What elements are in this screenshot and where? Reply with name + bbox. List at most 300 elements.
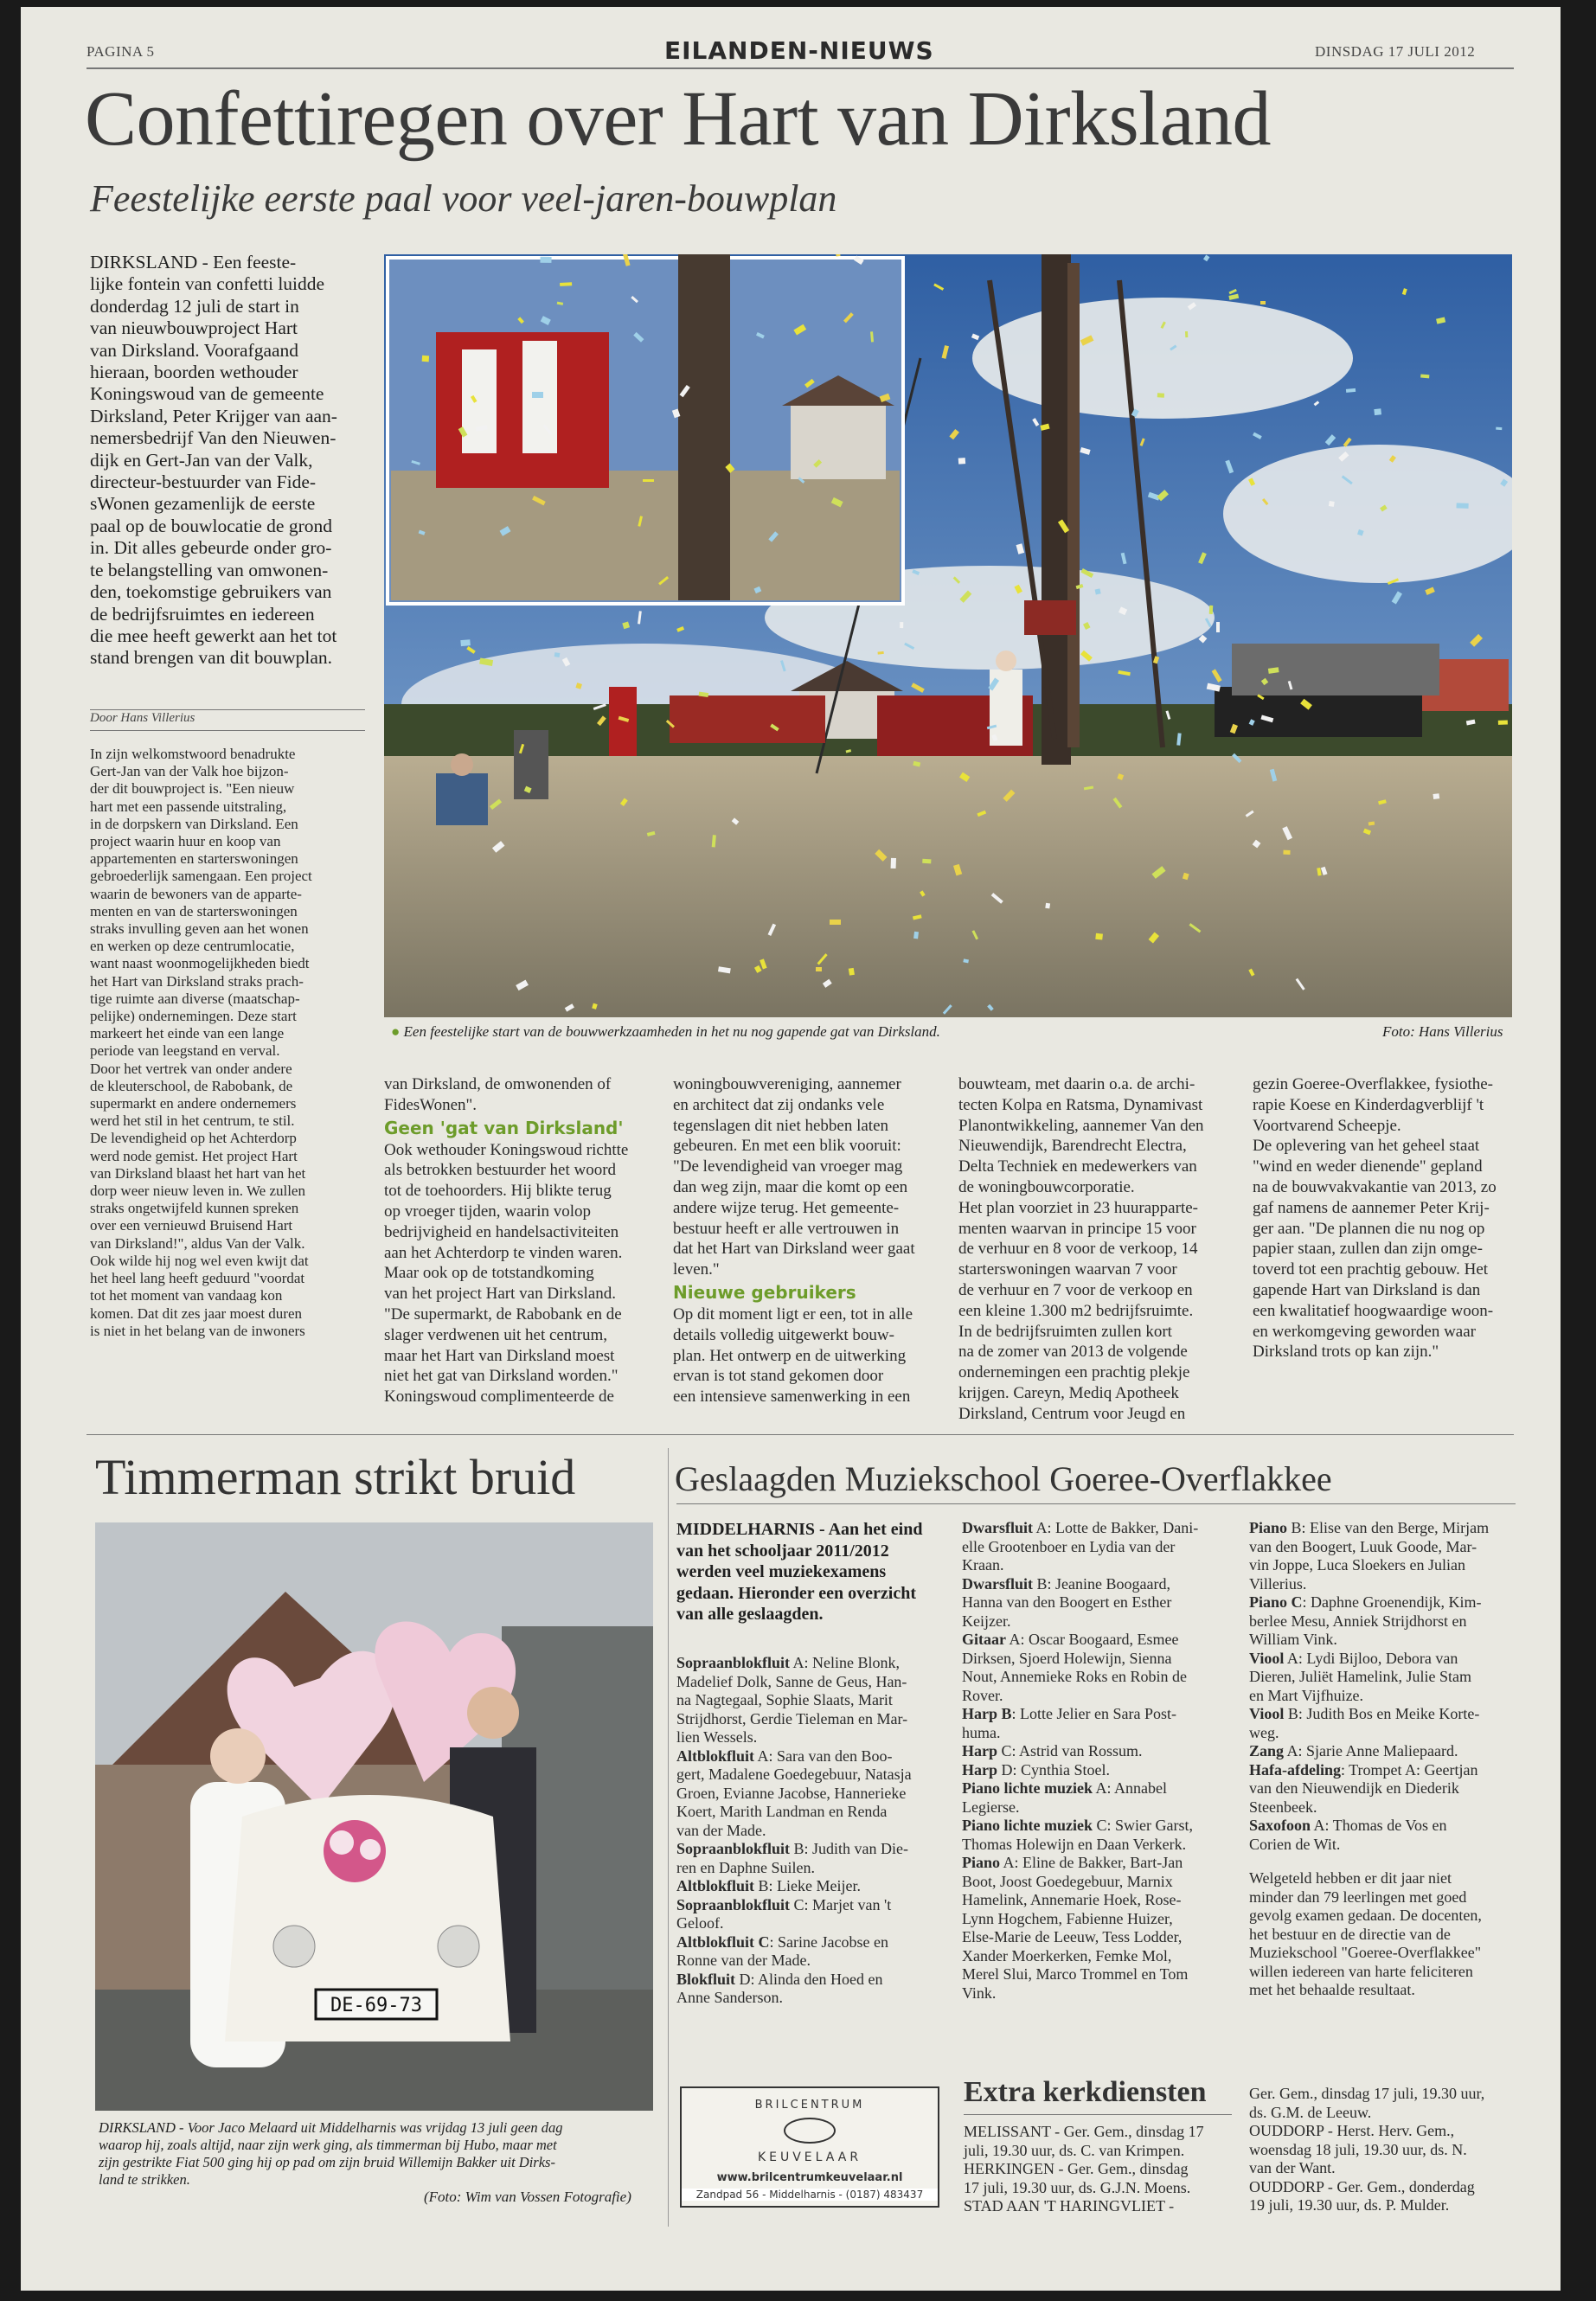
body-line: aan het Achterdorp te vinden waren. (384, 1243, 623, 1262)
body-line: werd het stil in het centrum, te stil. (90, 1112, 295, 1130)
confetti-piece (540, 257, 551, 263)
page-number: PAGINA 5 (87, 43, 155, 60)
result-line (962, 1631, 1247, 1650)
body-line: Delta Techniek en medewerkers van (958, 1157, 1197, 1176)
main-headline: Confettiregen over Hart van Dirksland (85, 76, 1272, 162)
body-line: van Dirksland blaast het hart van het (90, 1164, 306, 1182)
caption-bullet: ● (391, 1023, 404, 1040)
line-text: Madelief Dolk, Sanne de Geus, Han- (676, 1672, 907, 1690)
body-line: In zijn welkomstwoord benadrukte (90, 746, 296, 762)
section-divider (87, 1434, 1514, 1435)
result-line (676, 1654, 953, 1673)
byline-rule (90, 730, 365, 731)
result-line (676, 1710, 953, 1729)
confetti-piece (1209, 606, 1214, 614)
body-line: Ook wilde hij nog wel even kwijt dat (90, 1252, 309, 1269)
line-text: van den Boogert, Luuk Goode, Mar- (1249, 1537, 1477, 1555)
body-line: Koningswoud complimenteerde de (384, 1388, 614, 1407)
body-line: "wind en weder dienende" gepland (1253, 1157, 1483, 1176)
line-text: Keijzer. (962, 1612, 1011, 1630)
result-line (1249, 1724, 1517, 1743)
line-text: minder dan 79 leerlingen met goed (1249, 1888, 1467, 1906)
result-line (962, 1668, 1247, 1687)
result-line (1249, 1944, 1517, 1963)
result-line (962, 1705, 1247, 1724)
line-text: Legierse. (962, 1798, 1020, 1816)
result-line (676, 1691, 953, 1710)
confetti-piece (643, 479, 654, 482)
body-line: krijgen. Careyn, Mediq Apotheek (958, 1383, 1179, 1402)
line-text: Xander Moerkerken, Femke Mol, (962, 1946, 1172, 1965)
confetti-piece (1260, 301, 1266, 304)
body-line: tecten Kolpa en Ratsma, Dynamivast (958, 1095, 1203, 1114)
line-text: Nout, Annemieke Roks en Robin de (962, 1668, 1187, 1685)
line-text: gevolg examen gedaan. De docenten, (1249, 1907, 1482, 1924)
photo-credit: Foto: Hans Villerius (1382, 1023, 1503, 1040)
line-text: Thomas Holewijn en Daan Verkerk. (962, 1835, 1187, 1853)
service-line: MELISSANT - Ger. Gem., dinsdag 17 (964, 2123, 1204, 2140)
result-line (676, 1896, 953, 1915)
confetti-piece (1283, 850, 1290, 855)
instrument-label: Piano (1249, 1519, 1288, 1536)
confetti-piece (958, 458, 965, 465)
result-line (962, 1854, 1247, 1873)
instrument-label: Dwarsfluit (962, 1574, 1033, 1593)
result-line (1249, 1650, 1517, 1669)
line-text: Koert, Marith Landman en Renda (676, 1803, 888, 1820)
result-line (962, 1873, 1247, 1892)
instrument-label: Sopraanblokfluit (676, 1895, 791, 1913)
body-line: een intensieve samenwerking in een (673, 1388, 911, 1407)
body-line: want naast woonmogelijkheden biedt (90, 955, 310, 972)
result-line (962, 1798, 1247, 1817)
result-line (962, 1984, 1247, 2003)
instrument-label: Altblokfluit C (676, 1932, 770, 1951)
instrument-label: Dwarsfluit (962, 1519, 1033, 1536)
section-heading-gat: Geen 'gat van Dirksland' (384, 1117, 624, 1138)
result-line (1249, 1907, 1517, 1926)
line-text: weg. (1249, 1723, 1279, 1741)
caption-line: land te strikken. (99, 2171, 190, 2188)
service-line: HERKINGEN - Ger. Gem., dinsdag (964, 2160, 1189, 2177)
body-line: Ook wethouder Koningswoud richtte (384, 1140, 629, 1159)
result-line (676, 1803, 953, 1822)
body-line: "De supermarkt, de Rabobank en de (384, 1304, 622, 1324)
result-line (962, 1836, 1247, 1855)
lead-rule (90, 709, 365, 710)
body-line: werd node gemist. Het project Hart (90, 1147, 298, 1164)
line-text: ren en Daphne Suilen. (676, 1858, 815, 1876)
body-line: niet het gat van Dirksland worden." (384, 1367, 619, 1386)
line-text: Strijdhorst, Gerdie Tieleman en Mar- (676, 1709, 908, 1727)
wedding-credit: (Foto: Wim van Vossen Fotografie) (424, 2189, 631, 2205)
line-text: van der Made. (676, 1821, 766, 1839)
confetti-piece (422, 356, 429, 362)
masthead: EILANDEN-NIEUWS (664, 36, 934, 65)
result-line (1249, 1779, 1517, 1798)
instrument-label: Blokfluit (676, 1970, 736, 1988)
instrument-label: Altblokfluit (676, 1877, 755, 1894)
result-line (676, 1933, 953, 1952)
body-line: van het project Hart van Dirksland. (384, 1285, 617, 1304)
line-text: Welgeteld hebben er dit jaar niet (1249, 1869, 1452, 1887)
body-line: komen. Dat dit zes jaar moest duren (90, 1304, 303, 1322)
body-line: en werken op deze centrumlocatie, (90, 938, 295, 955)
body-line: menten waarvan in principe 15 voor (958, 1219, 1196, 1238)
confetti-piece (1457, 503, 1469, 508)
line-text: Hamelink, Annemarie Hoek, Rose- (962, 1891, 1182, 1908)
confetti-piece (554, 652, 561, 657)
body-line: dorp weer nieuw leven in. We zullen (90, 1183, 305, 1200)
service-line: OUDDORP - Ger. Gem., donderdag (1249, 2177, 1475, 2195)
lead-line: donderdag 12 juli de start in (90, 295, 299, 317)
line-text: : Trompet A: Geertjan (1341, 1760, 1478, 1779)
body-line: De oplevering van het geheel staat (1253, 1137, 1480, 1156)
lead-line: Dirksland, Peter Krijger van aan- (90, 405, 337, 426)
line-text: Vink. (962, 1984, 997, 2002)
line-text: Kraan. (962, 1556, 1004, 1574)
body-line: toverd tot een prachtig gebouw. Het (1253, 1260, 1489, 1279)
service-line: OUDDORP - Herst. Herv. Gem., (1249, 2122, 1455, 2139)
ad-brand-top: BRILCENTRUM (754, 2099, 865, 2112)
instrument-label: Gitaar (962, 1631, 1006, 1648)
article-lead (90, 252, 375, 670)
lead-line: van alle geslaagden. (676, 1605, 824, 1624)
line-text: : Daphne Groenendijk, Kim- (1302, 1593, 1482, 1611)
body-line: Door het vertrek van onder andere (90, 1060, 292, 1077)
body-line: van Dirksland!", aldus Van der Valk. (90, 1234, 305, 1252)
result-line (676, 1859, 953, 1878)
service-line: 19 juli, 19.30 uur, ds. P. Mulder. (1249, 2196, 1450, 2214)
confetti-piece (1433, 793, 1439, 799)
result-line (962, 1947, 1247, 1966)
body-line: Op dit moment ligt er een, tot in alle (673, 1304, 913, 1324)
body-line: gebroederlijk samengaan. Een project (90, 868, 312, 885)
body-line: waarin de bewoners van de apparte- (90, 885, 302, 902)
body-line: het heel lang heeft geduurd "voordat (90, 1270, 305, 1287)
line-text: B: Lieke Meijer. (754, 1877, 861, 1894)
line-text: van den Nieuwendijk en Diederik (1249, 1779, 1459, 1797)
body-line: rapie Koese en Kinderdagverblijf 't (1253, 1095, 1484, 1114)
line-text: Villerius. (1249, 1574, 1307, 1593)
result-line (1249, 1926, 1517, 1945)
body-line: gebeuren. En met een blik vooruit: (673, 1137, 901, 1156)
confetti-piece (922, 859, 931, 864)
instrument-label: Viool (1249, 1705, 1285, 1722)
line-text: Anne Sanderson. (676, 1989, 783, 2006)
article-column-5 (1253, 1074, 1521, 1362)
body-line: pelijke) ondernemingen. Deze start (90, 1008, 297, 1025)
line-text: A: Thomas de Vos en (1311, 1817, 1447, 1834)
article-column-1 (90, 746, 375, 1340)
result-line (676, 1971, 953, 1990)
result-line (676, 1822, 953, 1841)
service-line: ds. G.M. de Leeuw. (1249, 2103, 1372, 2121)
result-line (1249, 1798, 1517, 1817)
result-line (676, 1989, 953, 2008)
body-line: woningbouwvereniging, aannemer (673, 1075, 901, 1093)
line-text: C: Astrid van Rossum. (997, 1742, 1143, 1759)
body-line: en architect dat zij ondanks vele (673, 1095, 885, 1114)
line-text: : Sarine Jacobse en (769, 1932, 888, 1951)
church-headline: Extra kerkdiensten (964, 2076, 1207, 2108)
line-text: A: Annabel (1093, 1779, 1167, 1797)
lead-line: van nieuwbouwproject Hart (90, 317, 298, 339)
body-line: leven." (673, 1260, 720, 1279)
instrument-label: Piano C (1249, 1593, 1303, 1611)
confetti-piece (1216, 622, 1220, 632)
result-line (676, 1766, 953, 1785)
confetti-piece (1374, 408, 1381, 415)
result-line (1249, 1705, 1517, 1724)
lead-line: Koningswoud van de gemeente (90, 383, 324, 405)
instrument-label: Sopraanblokfluit (676, 1840, 791, 1857)
line-text: Geloof. (676, 1914, 724, 1932)
body-line: ervan is tot stand gekomen door (673, 1367, 884, 1386)
line-text: D: Cynthia Stoel. (997, 1760, 1111, 1779)
line-text: B: Elise van den Berge, Mirjam (1287, 1519, 1490, 1536)
line-text: A: Lydi Bijloo, Debora van (1284, 1649, 1458, 1667)
body-line: supermarkt en andere ondernemers (90, 1095, 297, 1112)
instrument-label: Piano lichte muziek (962, 1817, 1093, 1834)
instrument-label: Sopraanblokfluit (676, 1654, 791, 1671)
service-line: juli, 19.30 uur, ds. C. van Krimpen. (964, 2141, 1185, 2159)
line-text: lien Wessels. (676, 1728, 758, 1746)
confetti-piece (532, 392, 543, 398)
music-school-headline: Geslaagden Muziekschool Goeree-Overflakkee (675, 1459, 1332, 1498)
line-text: Rover. (962, 1686, 1003, 1704)
body-line: tot het moment van vandaag kon (90, 1287, 283, 1304)
line-text: Merel Slui, Marco Trommel en Tom (962, 1965, 1189, 1983)
instrument-label: Altblokfluit (676, 1747, 755, 1765)
result-line (962, 1761, 1247, 1780)
result-line (962, 1538, 1247, 1557)
body-line: gapende Hart van Dirksland is dan (1253, 1280, 1481, 1299)
line-text: vin Joppe, Luca Sloekers en Julian (1249, 1556, 1465, 1574)
body-line: Maar ook op de totstandkoming (384, 1264, 594, 1283)
main-subheadline: Feestelijke eerste paal voor veel-jaren-bouwplan (90, 177, 837, 220)
body-line: periode van leegstand en verval. (90, 1042, 280, 1060)
line-text: berlee Mesu, Anniek Strijdhorst en (1249, 1612, 1467, 1630)
service-line: van der Want. (1249, 2159, 1336, 2176)
confetti-piece (460, 639, 471, 646)
confetti-piece (913, 932, 919, 939)
section-heading-gebruikers: Nieuwe gebruikers (673, 1281, 856, 1303)
instrument-label: Harp (962, 1760, 998, 1779)
license-plate: DE-69-73 (330, 1995, 422, 2016)
instrument-label: Saxofoon (1249, 1817, 1311, 1834)
body-line: maar het Hart van Dirksland moest (384, 1346, 615, 1365)
wedding-caption (99, 2119, 652, 2189)
line-text: willen iedereen van harte feliciteren (1249, 1962, 1473, 1980)
result-line (676, 1747, 953, 1766)
result-line (676, 1877, 953, 1896)
body-line: tegenslagen dit niet hebben laten (673, 1116, 889, 1135)
brilcentrum-ad[interactable] (680, 2086, 939, 2208)
body-line: na de zomer van 2013 de volgende (958, 1343, 1188, 1362)
confetti-piece (816, 967, 822, 971)
body-line: FidesWonen". (384, 1095, 478, 1114)
line-text: William Vink. (1249, 1631, 1337, 1648)
photo-caption (391, 1023, 940, 1041)
result-line (1249, 1687, 1517, 1706)
result-line (962, 1612, 1247, 1631)
body-line: gaf namens de aannemer Peter Krij- (1253, 1198, 1490, 1217)
instrument-label: Viool (1249, 1649, 1285, 1667)
body-line: de woningbouwcorporatie. (958, 1177, 1135, 1196)
body-line: Voortvarend Scheepje. (1253, 1116, 1401, 1135)
result-line (962, 1575, 1247, 1594)
ad-address: Zandpad 56 - Middelharnis - (0187) 483437 (682, 2189, 938, 2201)
body-line: na de bouwvakvakantie van 2013, zo (1253, 1177, 1497, 1196)
line-text: Dirksen, Sjoerd Holewijn, Sienna (962, 1649, 1172, 1667)
body-line: starterswoningen waarvan 7 voor (958, 1260, 1177, 1279)
confetti-piece (891, 858, 896, 868)
line-text: A: Eline de Bakker, Bart-Jan (1000, 1854, 1183, 1871)
body-line: dat het Hart van Dirksland weer gaat (673, 1240, 915, 1259)
byline: Door Hans Villerius (90, 711, 195, 725)
result-line (1249, 1963, 1517, 1982)
line-text: B: Judith van Die- (790, 1840, 909, 1857)
lead-line: lijke fontein van confetti luidde (90, 273, 325, 295)
body-line: ger aan. "De plannen die nu nog op (1253, 1219, 1485, 1238)
result-line (676, 1785, 953, 1804)
result-line (1249, 1593, 1517, 1612)
result-line (962, 1650, 1247, 1669)
lead-line: stand brengen van dit bouwplan. (90, 647, 333, 669)
body-line: als betrokken bestuurder het woord (384, 1161, 617, 1180)
church-column-2 (1249, 2085, 1517, 2215)
body-line: hart met een passende uitstraling, (90, 798, 287, 815)
ad-glasses-icon (784, 2118, 836, 2144)
body-line: plan. Het ontwerp en de uitwerking (673, 1346, 907, 1365)
confetti-piece (830, 920, 841, 925)
result-line (962, 1965, 1247, 1984)
lead-line: nemersbedrijf Van den Nieuwen- (90, 427, 337, 449)
line-text: en Mart Vijfhuize. (1249, 1686, 1364, 1704)
line-text: Groen, Evianne Jacobse, Hannerieke (676, 1784, 907, 1802)
line-text: Lynn Hogchem, Fabienne Huizer, (962, 1909, 1173, 1927)
confetti-piece (1045, 903, 1050, 909)
line-text: C: Swier Garst, (1093, 1817, 1193, 1834)
service-line: STAD AAN 'T HARINGVLIET - (964, 2197, 1175, 2214)
instrument-label: Piano (962, 1854, 1001, 1871)
church-rule (964, 2114, 1232, 2115)
result-line (962, 1593, 1247, 1612)
body-line: over een vernieuwd Bruisend Hart (90, 1217, 293, 1234)
body-line: bouwteam, met daarin o.a. de archi- (958, 1075, 1195, 1093)
music-column-1 (676, 1654, 953, 2008)
body-line: menten en van de starterswoningen (90, 902, 298, 920)
lead-line: van het schooljaar 2011/2012 (676, 1541, 889, 1561)
line-text: C: Marjet van 't (790, 1895, 892, 1913)
result-line (1249, 1981, 1517, 2000)
body-line: straks invulling geven aan het wonen (90, 920, 309, 938)
result-line (1249, 1869, 1517, 1888)
line-text: B: Jeanine Boogaard, (1033, 1574, 1170, 1593)
confetti-piece (1095, 933, 1103, 940)
result-line (1249, 1575, 1517, 1594)
confetti-piece (1329, 501, 1335, 507)
result-line (1249, 1836, 1517, 1855)
body-line: ondernemingen een prachtig plekje (958, 1363, 1190, 1382)
lead-line: die mee heeft gewerkt aan het tot (90, 625, 337, 646)
instrument-label: Harp (962, 1742, 998, 1759)
body-line: der dit bouwproject is. "Een nieuw (90, 780, 295, 798)
instrument-label: Piano lichte muziek (962, 1779, 1093, 1797)
line-text: huma. (962, 1723, 1001, 1741)
lead-line: van Dirksland. Voorafgaand (90, 339, 299, 361)
result-line (962, 1742, 1247, 1761)
confetti-piece (1185, 331, 1188, 337)
line-text: Else-Marie de Leeuw, Tess Lodder, (962, 1928, 1183, 1945)
body-line: straks ongetwijfeld kunnen spreken (90, 1200, 299, 1217)
caption-line: zijn gestrikte Fiat 500 ging hij op pad om zijn bruid Willemijn Bakker uit Dirks- (99, 2154, 555, 2170)
body-line: andere wijze terug. Het gemeente- (673, 1198, 900, 1217)
music-lead (676, 1519, 953, 1625)
body-line: Planontwikkeling, aannemer Van den (958, 1116, 1204, 1135)
ad-url[interactable]: www.brilcentrumkeuvelaar.nl (716, 2171, 903, 2184)
body-line: gezin Goeree-Overflakkee, fysiothe- (1253, 1075, 1493, 1093)
lead-line: hieraan, boorden wethouder (90, 362, 298, 383)
lead-line: werden veel muziekexamens (676, 1562, 887, 1581)
body-line: in de dorpskern van Dirksland. Een (90, 815, 298, 832)
body-line: bestuur heeft er alle vertrouwen in (673, 1219, 900, 1238)
body-line: de kleuterschool, de Rabobank, de (90, 1077, 293, 1094)
result-line (962, 1817, 1247, 1836)
line-text: Steenbeek. (1249, 1798, 1317, 1816)
result-line (676, 1673, 953, 1692)
body-line: tige ruimte aan diverse (maatschap- (90, 990, 300, 1007)
line-text: A: Lotte de Bakker, Dani- (1033, 1519, 1199, 1536)
lead-line: in. Dit alles gebeurde onder gro- (90, 537, 332, 559)
confetti-piece (900, 622, 903, 628)
body-line: tot de toehoorders. Hij blikte terug (384, 1182, 612, 1201)
body-line: Dirksland trots op kan zijn." (1253, 1343, 1439, 1362)
wedding-headline: Timmerman strikt bruid (95, 1449, 576, 1505)
line-text: A: Sjarie Anne Maliepaard. (1284, 1742, 1458, 1759)
result-line (676, 1952, 953, 1971)
result-line (1249, 1817, 1517, 1836)
lead-line: MIDDELHARNIS - Aan het eind (676, 1520, 923, 1539)
lead-line: paal op de bouwlocatie de grond (90, 515, 333, 536)
result-line (962, 1687, 1247, 1706)
result-line (1249, 1556, 1517, 1575)
music-headline-rule (676, 1503, 1516, 1504)
wedding-photo (95, 1522, 653, 2111)
music-column-3 (1249, 1519, 1517, 2000)
body-line: is niet in het belang van de inwoners (90, 1322, 305, 1339)
body-line: Dirksland, Centrum voor Jeugd en (958, 1404, 1186, 1423)
caption-text: Een feestelijke start van de bouwwerkzaamheden in het nu nog gapende gat van Dirksland. (403, 1023, 940, 1040)
line-text: Corien de Wit. (1249, 1835, 1341, 1853)
instrument-label: Zang (1249, 1742, 1285, 1759)
lead-line: den, toekomstige gebruikers van (90, 581, 332, 603)
line-text: met het behaalde resultaat. (1249, 1981, 1415, 1998)
result-line (1249, 1742, 1517, 1761)
body-line: "De levendigheid van vroeger mag (673, 1157, 903, 1176)
header-rule (87, 67, 1514, 69)
body-line: de verhuur en 8 voor de verkoop, 14 (958, 1240, 1198, 1259)
lead-line: DIRKSLAND - Een feeste- (90, 252, 297, 272)
body-line: bedrijvigheid en handelsactiviteiten (384, 1222, 619, 1241)
body-line: papier staan, zullen dan zijn omge- (1253, 1240, 1483, 1259)
result-line (1249, 1888, 1517, 1907)
ad-brand-bottom: KEUVELAAR (757, 2150, 862, 2164)
line-text: A: Oscar Boogaard, Esmee (1006, 1631, 1179, 1648)
issue-date: DINSDAG 17 JULI 2012 (1315, 43, 1476, 60)
body-line: details volledig uitgewerkt bouw- (673, 1325, 894, 1344)
